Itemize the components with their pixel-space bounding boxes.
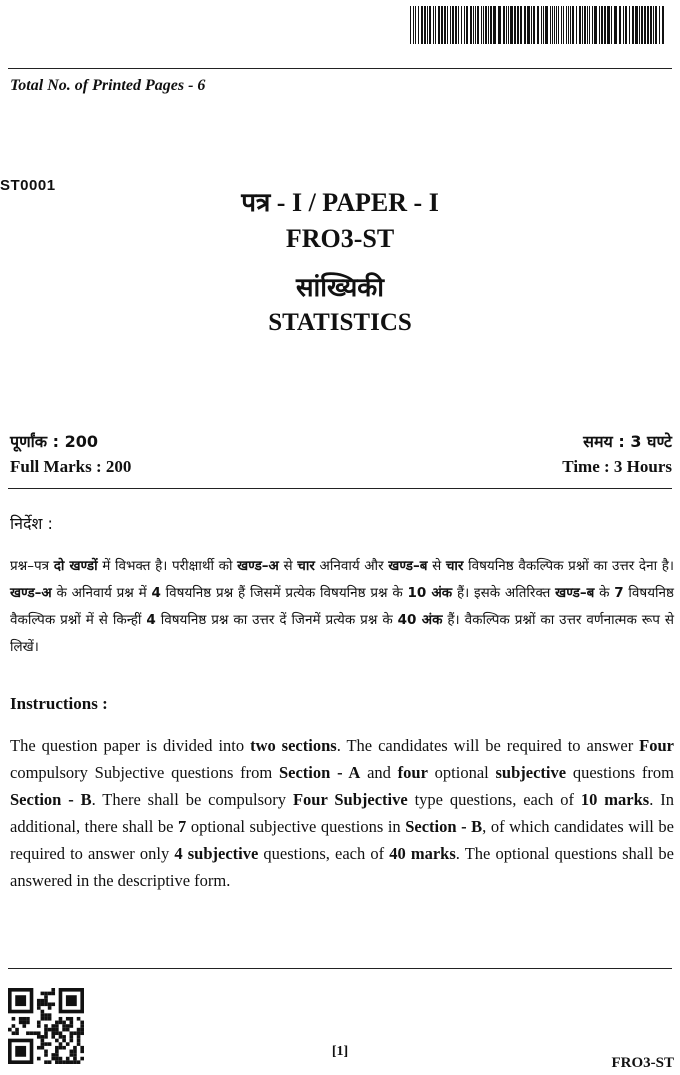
barcode-bar: [410, 6, 411, 44]
barcode-bar: [510, 6, 513, 44]
qr-module: [22, 1021, 26, 1025]
side-paper-code: ST0001: [0, 177, 56, 194]
qr-module: [51, 1024, 55, 1028]
barcode-bar: [438, 6, 440, 44]
qr-module: [66, 1028, 70, 1032]
qr-module: [59, 1017, 63, 1021]
qr-module: [62, 1060, 66, 1064]
barcode-bar: [641, 6, 643, 44]
qr-module: [19, 1021, 23, 1025]
qr-module: [44, 999, 48, 1003]
barcode-bar: [604, 6, 606, 44]
directions-label: निर्देश :: [10, 514, 53, 533]
qr-finder-center: [66, 995, 77, 1006]
qr-module: [26, 1021, 30, 1025]
marks-divider: [8, 488, 672, 489]
qr-module: [41, 1017, 45, 1021]
barcode-bar: [607, 6, 610, 44]
barcode-bar: [433, 6, 434, 44]
qr-module: [48, 1028, 52, 1032]
qr-module: [12, 1031, 16, 1035]
qr-module: [77, 1060, 81, 1064]
qr-module: [62, 1024, 66, 1028]
qr-module: [48, 1060, 52, 1064]
barcode-bar: [601, 6, 603, 44]
qr-module: [8, 1028, 12, 1032]
barcode-bar: [579, 6, 581, 44]
qr-finder-center: [15, 995, 26, 1006]
qr-module: [37, 1006, 41, 1010]
barcode-bar: [475, 6, 476, 44]
qr-module: [80, 1028, 84, 1032]
barcode-bar: [537, 6, 539, 44]
qr-module: [22, 1024, 26, 1028]
barcode-bar: [481, 6, 482, 44]
qr-module: [77, 1028, 81, 1032]
qr-module: [12, 1024, 16, 1028]
qr-module: [37, 999, 41, 1003]
barcode-bar: [662, 6, 664, 44]
printed-pages-note: Total No. of Printed Pages - 6: [10, 77, 206, 94]
qr-module: [62, 1021, 66, 1025]
barcode-bar: [490, 6, 492, 44]
qr-module: [66, 1060, 70, 1064]
barcode-bar: [477, 6, 479, 44]
qr-module: [44, 1031, 48, 1035]
barcode-bar: [531, 6, 532, 44]
barcode-bar: [541, 6, 542, 44]
barcode-bar: [623, 6, 624, 44]
time-english: Time : 3 Hours: [562, 457, 672, 476]
qr-module: [55, 1039, 59, 1043]
barcode-bar: [470, 6, 472, 44]
barcode-bar: [644, 6, 646, 44]
barcode-bar: [413, 6, 414, 44]
barcode-bar: [543, 6, 544, 44]
qr-module: [48, 1002, 52, 1006]
barcode-bar: [568, 6, 569, 44]
qr-module: [77, 1031, 81, 1035]
barcode-bar: [650, 6, 652, 44]
qr-module: [22, 1017, 26, 1021]
qr-module: [19, 1017, 23, 1021]
barcode-bar: [572, 6, 574, 44]
barcode-bar: [563, 6, 564, 44]
qr-module: [70, 1031, 74, 1035]
barcode-bar: [611, 6, 612, 44]
barcode-bar: [659, 6, 660, 44]
top-divider: [8, 68, 672, 69]
qr-module: [41, 992, 45, 996]
barcode-bar: [444, 6, 446, 44]
barcode-bar: [464, 6, 465, 44]
qr-module: [70, 1035, 74, 1039]
qr-module: [48, 1017, 52, 1021]
subject-title-hindi: सांख्यिकी: [295, 273, 385, 303]
qr-module: [48, 992, 52, 996]
qr-module: [44, 1017, 48, 1021]
barcode-bar: [483, 6, 484, 44]
qr-module: [70, 1017, 74, 1021]
qr-module: [59, 1031, 63, 1035]
barcode-bar: [452, 6, 454, 44]
barcode-bar: [653, 6, 654, 44]
qr-module: [15, 1028, 19, 1032]
qr-module: [44, 992, 48, 996]
qr-module: [55, 1060, 59, 1064]
barcode-bar: [508, 6, 509, 44]
barcode-bar: [421, 6, 423, 44]
barcode-bar: [429, 6, 431, 44]
qr-module: [70, 1024, 74, 1028]
barcode-bar: [418, 6, 419, 44]
qr-module: [70, 1021, 74, 1025]
barcode-bar: [461, 6, 462, 44]
instructions-label: Instructions :: [10, 694, 108, 713]
barcode-bar: [415, 6, 416, 44]
barcode-bar: [545, 6, 548, 44]
qr-module: [41, 999, 45, 1003]
qr-module: [41, 1013, 45, 1017]
qr-module: [80, 1024, 84, 1028]
qr-module: [80, 1021, 84, 1025]
barcode-bar: [576, 6, 577, 44]
qr-module: [37, 1002, 41, 1006]
qr-module: [44, 1035, 48, 1039]
barcode-bar: [493, 6, 496, 44]
barcode-bar: [589, 6, 590, 44]
qr-module: [70, 1039, 74, 1043]
qr-module: [37, 1024, 41, 1028]
barcode-bar: [424, 6, 426, 44]
qr-module: [44, 995, 48, 999]
barcode-bar: [625, 6, 627, 44]
barcode-bar: [485, 6, 487, 44]
qr-module: [73, 1060, 77, 1064]
qr-module: [73, 1031, 77, 1035]
barcode-bar: [435, 6, 436, 44]
barcode-bar: [498, 6, 501, 44]
barcode-bar: [629, 6, 630, 44]
barcode-bar: [552, 6, 553, 44]
qr-module: [44, 1013, 48, 1017]
barcode-bar: [584, 6, 586, 44]
qr-module: [26, 1017, 30, 1021]
barcode-bar: [554, 6, 555, 44]
instructions-english-text: The question paper is divided into two sections. The candidates will be required to answer Four compulsory Subjective questions from Section - A and four optional subjective questions from Section - B. There shall be compulsory Four Subjective type questions, each of 10 marks. In additional, there shall be 7 optional subjective questions in Section - B, of which candidates will be required to answer only 4 subjective questions, each of 40 marks. The optional questions shall be answered in the descriptive form.: [10, 736, 675, 890]
barcode-bar: [441, 6, 443, 44]
qr-module: [51, 988, 55, 992]
qr-module: [26, 1031, 30, 1035]
paper-title: पत्र - I / PAPER - I: [241, 188, 439, 217]
qr-module: [41, 1035, 45, 1039]
barcode-bar: [427, 6, 428, 44]
barcode-bar: [561, 6, 562, 44]
barcode-bar: [582, 6, 583, 44]
barcode-bar: [527, 6, 530, 44]
page-number: [1]: [331, 1044, 349, 1059]
barcode-bar: [466, 6, 468, 44]
qr-module: [48, 1006, 52, 1010]
qr-module: [62, 1039, 66, 1043]
qr-module: [48, 1013, 52, 1017]
qr-module: [51, 1002, 55, 1006]
barcode-bar: [524, 6, 526, 44]
qr-module: [51, 1031, 55, 1035]
barcode-bar: [632, 6, 634, 44]
qr-module: [44, 1028, 48, 1032]
qr-module: [59, 1060, 63, 1064]
footer-paper-code: FRO3-ST: [611, 1055, 674, 1071]
qr-module: [55, 1021, 59, 1025]
directions-hindi-text: प्रश्न–पत्र दो खण्डों में विभक्त है। परीक्षार्थी को खण्ड–अ से चार अनिवार्य और खण्ड–ब से चार विषयनिष्ठ वैकल्पिक प्रश्नों का उत्तर देना है। खण्ड–अ के अनिवार्य प्रश्न में 4 विषयनिष्ठ प्रश्न हैं जिसमें प्रत्येक विषयनिष्ठ प्रश्न के 10 अंक हैं। इसके अतिरिक्त खण्ड–ब के 7 विषयनिष्ठ वैकल्पिक प्रश्नों में से किन्हीं 4 विषयनिष्ठ प्रश्न का उत्तर दें जिनमें प्रत्येक प्रश्न के 40 अंक हैं। वैकल्पिक प्रश्नों का उत्तर वर्णनात्मक रूप से लिखें।: [10, 558, 674, 655]
qr-module: [41, 1039, 45, 1043]
qr-module: [44, 1060, 48, 1064]
barcode-bar: [517, 6, 519, 44]
qr-module: [80, 1031, 84, 1035]
qr-module: [15, 1031, 19, 1035]
qr-module: [62, 1035, 66, 1039]
barcode-bar: [514, 6, 516, 44]
qr-module: [37, 1031, 41, 1035]
footer-divider: [8, 968, 672, 969]
full-marks-english: Full Marks : 200: [10, 457, 132, 476]
qr-module: [55, 1024, 59, 1028]
time-hindi: समय : 3 घण्टे: [583, 432, 672, 451]
barcode-bar: [556, 6, 557, 44]
qr-module: [70, 1060, 74, 1064]
barcode-bar: [520, 6, 522, 44]
barcode-bar: [447, 6, 448, 44]
barcode-bar: [614, 6, 617, 44]
barcode-bar: [619, 6, 621, 44]
barcode-bar: [450, 6, 451, 44]
qr-module: [77, 1017, 81, 1021]
qr-module: [12, 1017, 16, 1021]
qr-module: [55, 1028, 59, 1032]
barcode-bar: [592, 6, 593, 44]
qr-module: [51, 1028, 55, 1032]
barcode-bar: [488, 6, 489, 44]
qr-module: [37, 1035, 41, 1039]
qr-module: [66, 1024, 70, 1028]
barcode-bar: [506, 6, 507, 44]
barcode-bar: [533, 6, 535, 44]
barcode-bar: [647, 6, 649, 44]
barcode-bar: [503, 6, 505, 44]
qr-module: [37, 1021, 41, 1025]
qr-module: [41, 1010, 45, 1014]
barcode-bar: [458, 6, 459, 44]
qr-module: [30, 1031, 34, 1035]
qr-module: [59, 1021, 63, 1025]
barcode-bar: [473, 6, 474, 44]
full-marks-hindi: पूर्णांक : 200: [10, 432, 99, 451]
qr-module: [44, 1002, 48, 1006]
subject-title-english: STATISTICS: [268, 309, 412, 336]
qr-module: [44, 1024, 48, 1028]
barcode-bar: [594, 6, 597, 44]
barcode-bar: [639, 6, 640, 44]
qr-module: [33, 1031, 37, 1035]
barcode-bar: [635, 6, 638, 44]
barcode-bar: [655, 6, 657, 44]
barcode-bar: [566, 6, 567, 44]
barcode-bar: [558, 6, 559, 44]
paper-code: FRO3-ST: [285, 224, 395, 253]
barcode-bar: [570, 6, 571, 44]
qr-module: [66, 1017, 70, 1021]
qr-module: [62, 1028, 66, 1032]
barcode-bar: [550, 6, 551, 44]
barcode-bar: [599, 6, 600, 44]
barcode-bar: [587, 6, 588, 44]
qr-module: [59, 1035, 63, 1039]
barcode-image: [408, 6, 670, 44]
qr-module: [51, 992, 55, 996]
qr-module: [77, 1035, 81, 1039]
qr-module: [41, 1002, 45, 1006]
qr-module: [51, 1035, 55, 1039]
qr-module: [55, 1031, 59, 1035]
barcode-bar: [455, 6, 457, 44]
qr-module: [77, 1039, 81, 1043]
